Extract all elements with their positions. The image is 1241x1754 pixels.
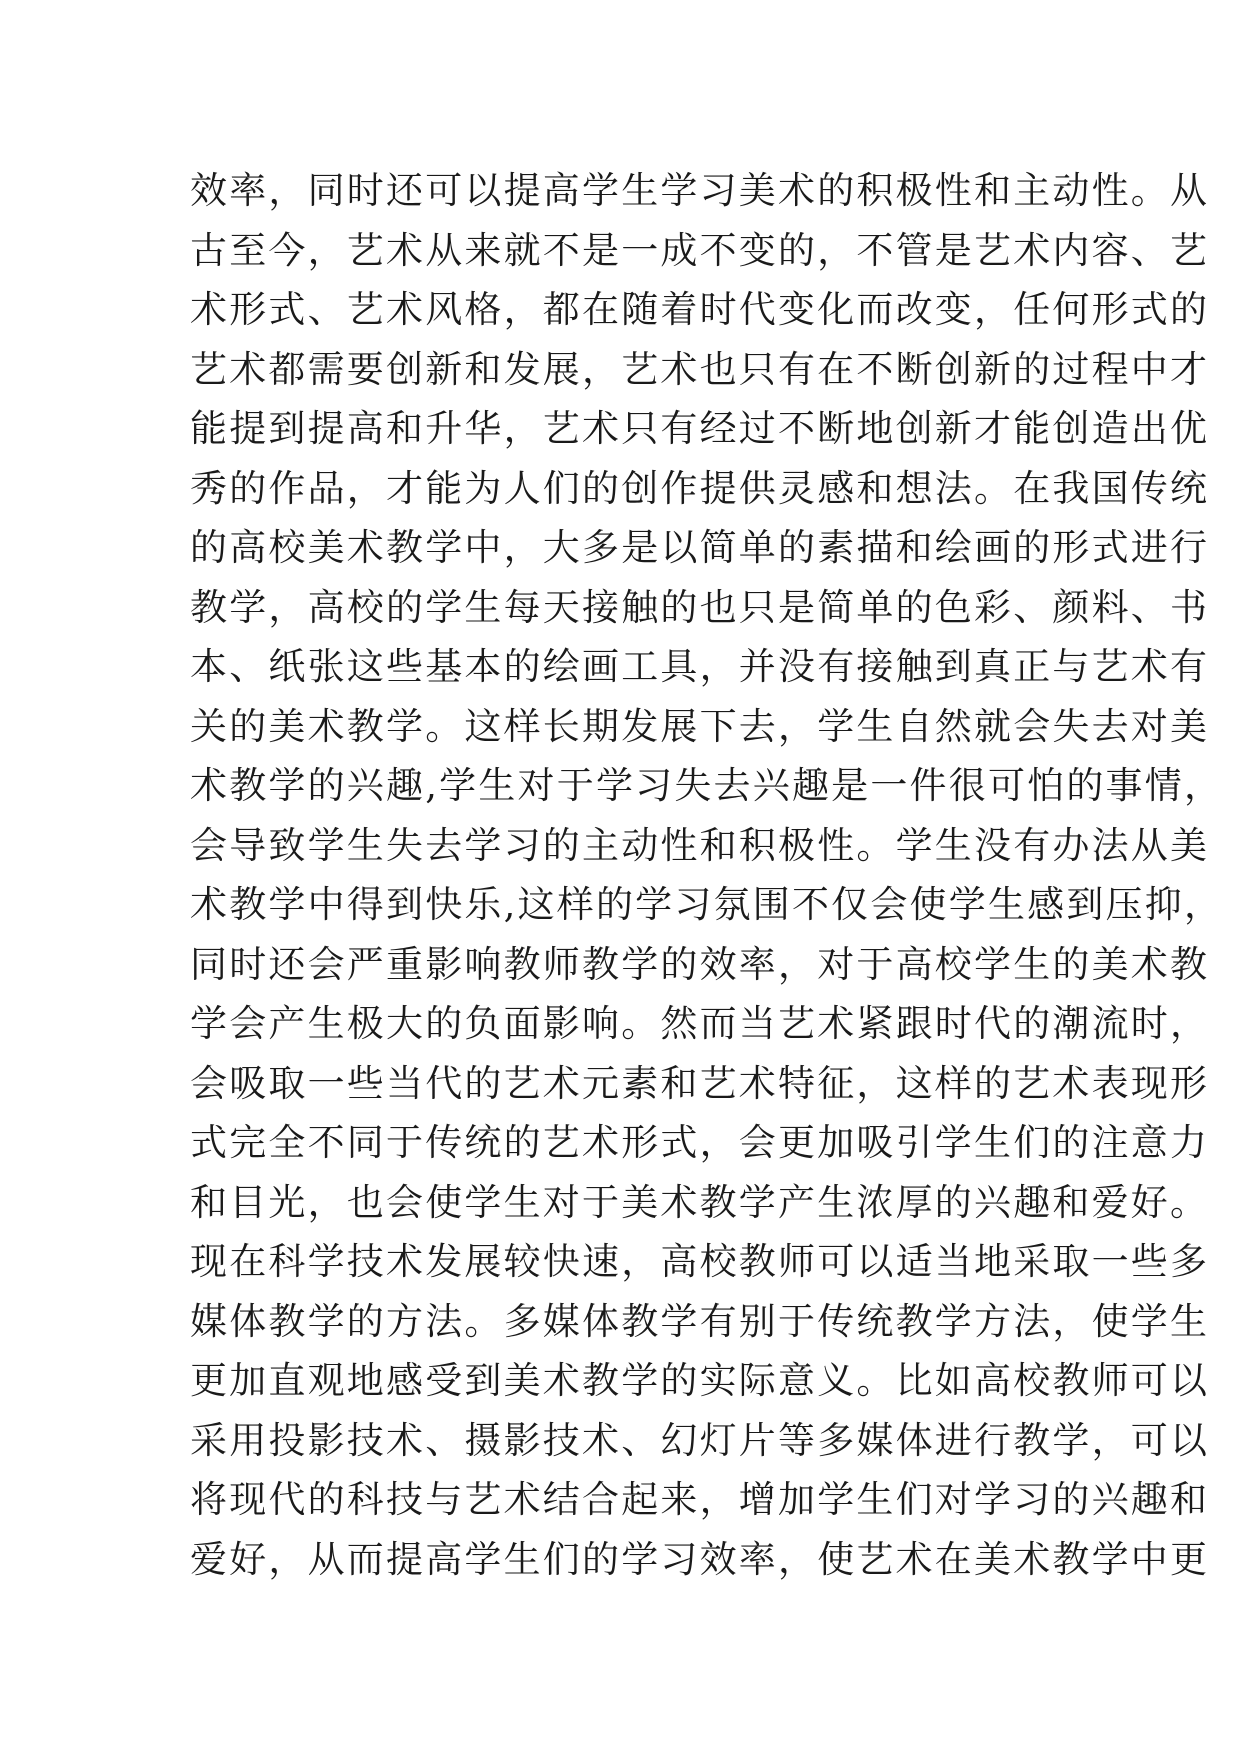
text-line: 秀的作品，才能为人们的创作提供灵感和想法。在我国传统 <box>190 466 1210 510</box>
text-line: 效率，同时还可以提高学生学习美术的积极性和主动性。从 <box>190 169 1210 212</box>
text-line: 同时还会严重影响教师教学的效率，对于高校学生的美术教 <box>190 942 1210 986</box>
text-line: 采用投影技术、摄影技术、幻灯片等多媒体进行教学，可以 <box>190 1418 1210 1462</box>
text-line: 学会产生极大的负面影响。然而当艺术紧跟时代的潮流时， <box>190 1002 1210 1045</box>
text-line: 术形式、艺术风格，都在随着时代变化而改变，任何形式的 <box>190 288 1210 331</box>
text-line: 术教学中得到快乐,这样的学习氛围不仅会使学生感到压抑， <box>190 883 1224 926</box>
text-line: 式完全不同于传统的艺术形式，会更加吸引学生们的注意力 <box>190 1121 1210 1164</box>
text-line: 将现代的科技与艺术结合起来，增加学生们对学习的兴趣和 <box>190 1478 1210 1521</box>
text-line: 本、纸张这些基本的绘画工具，并没有接触到真正与艺术有 <box>190 645 1210 688</box>
text-line: 能提到提高和升华，艺术只有经过不断地创新才能创造出优 <box>190 407 1210 450</box>
text-line: 现在科学技术发展较快速，高校教师可以适当地采取一些多 <box>190 1240 1210 1283</box>
text-line: 会导致学生失去学习的主动性和积极性。学生没有办法从美 <box>190 823 1210 867</box>
text-line: 更加直观地感受到美术教学的实际意义。比如高校教师可以 <box>190 1359 1210 1402</box>
text-line: 艺术都需要创新和发展，艺术也只有在不断创新的过程中才 <box>190 347 1210 391</box>
body-paragraph <box>190 161 1224 1589</box>
text-line: 关的美术教学。这样长期发展下去，学生自然就会失去对美 <box>190 704 1210 748</box>
text-line: 古至今，艺术从来就不是一成不变的，不管是艺术内容、艺 <box>190 228 1210 272</box>
text-line: 的高校美术教学中，大多是以简单的素描和绘画的形式进行 <box>190 526 1210 569</box>
text-line: 和目光，也会使学生对于美术教学产生浓厚的兴趣和爱好。 <box>190 1180 1210 1224</box>
text-line: 媒体教学的方法。多媒体教学有别于传统教学方法，使学生 <box>190 1299 1210 1343</box>
text-line: 爱好，从而提高学生们的学习效率，使艺术在美术教学中更 <box>190 1537 1210 1581</box>
text-line: 会吸取一些当代的艺术元素和艺术特征，这样的艺术表现形 <box>190 1061 1210 1105</box>
text-line: 术教学的兴趣,学生对于学习失去兴趣是一件很可怕的事情， <box>190 764 1224 807</box>
text-line: 教学，高校的学生每天接触的也只是简单的色彩、颜料、书 <box>190 585 1210 629</box>
